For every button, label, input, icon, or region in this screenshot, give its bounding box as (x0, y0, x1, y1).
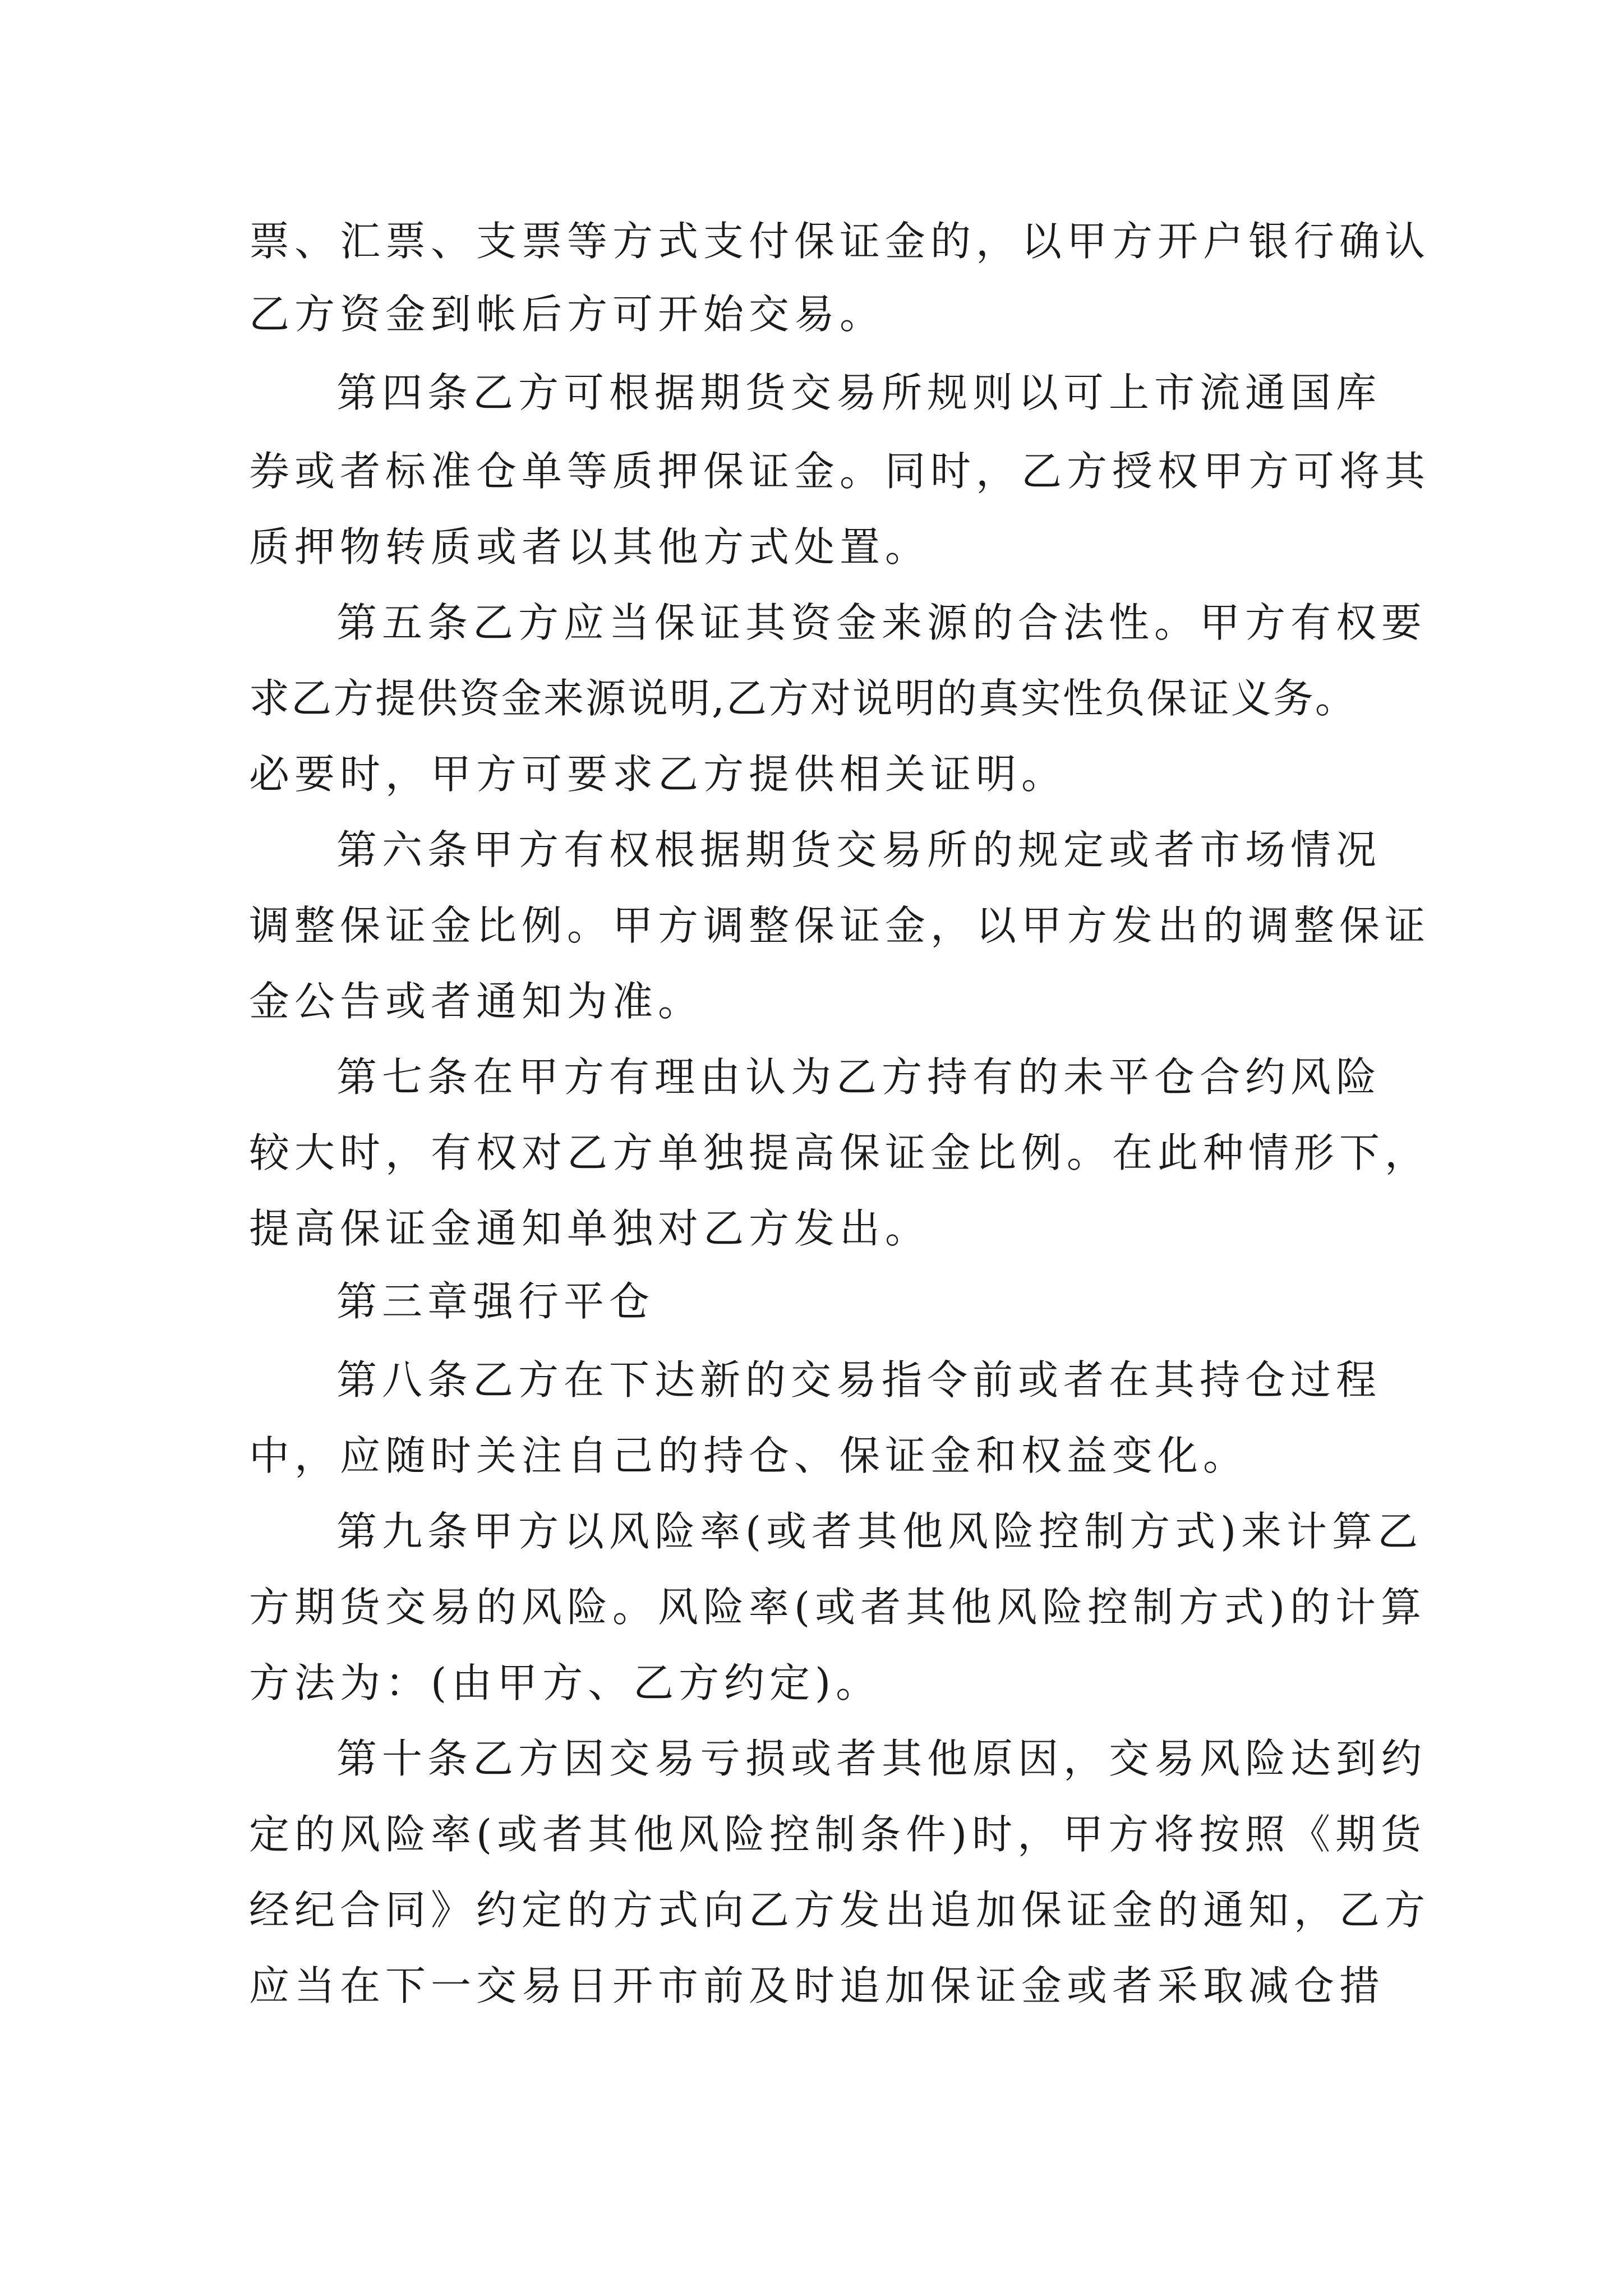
paragraph-line: 方期货交易的风险。风险率(或者其他风险控制方式)的计算 (249, 1584, 1427, 1631)
paragraph-first-line: 第六条甲方有权根据期货交易所的规定或者市场情况 (336, 826, 1382, 873)
paragraph-first-line: 第九条甲方以风险率(或者其他风险控制方式)来计算乙 (336, 1508, 1423, 1555)
paragraph-line: 乙方资金到帐后方可开始交易。 (249, 291, 886, 338)
paragraph-line: 定的风险率(或者其他风险控制条件)时，甲方将按照《期货 (249, 1811, 1427, 1858)
paragraph-line: 调整保证金比例。甲方调整保证金，以甲方发出的调整保证 (249, 902, 1431, 949)
paragraph-line: 金公告或者通知为准。 (249, 978, 704, 1025)
paragraph-first-line: 第四条乙方可根据期货交易所规则以可上市流通国库 (336, 369, 1382, 416)
paragraph-first-line: 第十条乙方因交易亏损或者其他原因，交易风险达到约 (336, 1735, 1427, 1782)
paragraph-line: 较大时，有权对乙方单独提高保证金比例。在此种情形下， (249, 1129, 1431, 1176)
paragraph-line: 中，应随时关注自己的持仓、保证金和权益变化。 (249, 1432, 1249, 1479)
paragraph-line: 方法为：(由甲方、乙方约定)。 (249, 1659, 882, 1706)
paragraph-line: 必要时，甲方可要求乙方提供相关证明。 (249, 751, 1067, 798)
paragraph-first-line: 第三章强行平仓 (336, 1278, 655, 1325)
paragraph-line: 票、汇票、支票等方式支付保证金的，以甲方开户银行确认 (249, 218, 1431, 265)
paragraph-first-line: 第五条乙方应当保证其资金来源的合法性。甲方有权要 (336, 599, 1427, 646)
paragraph-line: 券或者标准仓单等质押保证金。同时，乙方授权甲方可将其 (249, 448, 1431, 495)
paragraph-line: 应当在下一交易日开市前及时追加保证金或者采取减仓措 (249, 1962, 1385, 2009)
paragraph-line: 经纪合同》约定的方式向乙方发出追加保证金的通知，乙方 (249, 1887, 1431, 1934)
paragraph-line: 求乙方提供资金来源说明,乙方对说明的真实性负保证义务。 (249, 675, 1357, 722)
paragraph-line: 质押物转质或者以其他方式处置。 (249, 523, 931, 570)
paragraph-first-line: 第七条在甲方有理由认为乙方持有的未平仓合约风险 (336, 1053, 1382, 1101)
paragraph-line: 提高保证金通知单独对乙方发出。 (249, 1205, 931, 1252)
paragraph-first-line: 第八条乙方在下达新的交易指令前或者在其持仓过程 (336, 1356, 1382, 1404)
